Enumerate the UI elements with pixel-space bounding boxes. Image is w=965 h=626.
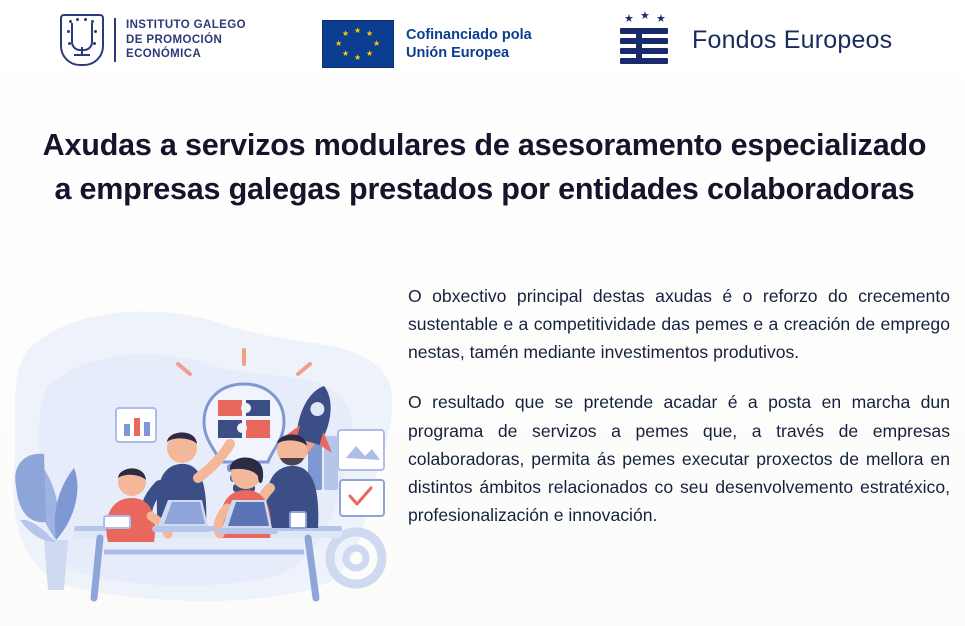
eu-wordmark bbox=[406, 26, 532, 62]
logo-igape bbox=[60, 14, 246, 66]
igape-line-3: ECONÓMICA bbox=[126, 48, 202, 61]
paragraph-2: O resultado que se pretende acadar é a posta en marcha dun programa de servizos a pemes que, a través de empresas colaboradoras, permita ás pemes executar proxectos de mellora en distintos ámbitos relacionados co seu desenvolvemento estratéxico, profesionalización e innovación. bbox=[408, 392, 950, 525]
eu-line-2: Unión Europea bbox=[406, 45, 510, 61]
body-text bbox=[408, 282, 950, 529]
igape-wordmark bbox=[114, 18, 246, 62]
logo-european-union bbox=[322, 20, 532, 68]
galicia-shield-icon bbox=[60, 14, 104, 66]
igape-line-2: DE PROMOCIÓN bbox=[126, 33, 223, 46]
team-collaboration-illustration bbox=[8, 290, 400, 612]
logo-bar bbox=[0, 6, 965, 84]
eu-flag-icon: ★ ★ ★ ★ ★ ★ ★ ★ bbox=[322, 20, 394, 68]
igape-line-1: INSTITUTO GALEGO bbox=[126, 18, 246, 31]
logo-fondos-europeos bbox=[614, 10, 893, 66]
paragraph-1: O obxectivo principal destas axudas é o reforzo do crecemento sustentable e a competitividade das pemes e a creación de emprego nestas, tamén mediante investimentos produtivos. bbox=[408, 286, 950, 363]
fondos-europeos-icon: ★ ★ ★ bbox=[614, 14, 680, 66]
page-title: Axudas a servizos modulares de asesoramento especializado a empresas galegas prestados por entidades colaboradoras bbox=[42, 128, 927, 206]
fondos-europeos-label: Fondos Europeos bbox=[692, 25, 893, 54]
eu-line-1: Cofinanciado pola bbox=[406, 26, 532, 43]
